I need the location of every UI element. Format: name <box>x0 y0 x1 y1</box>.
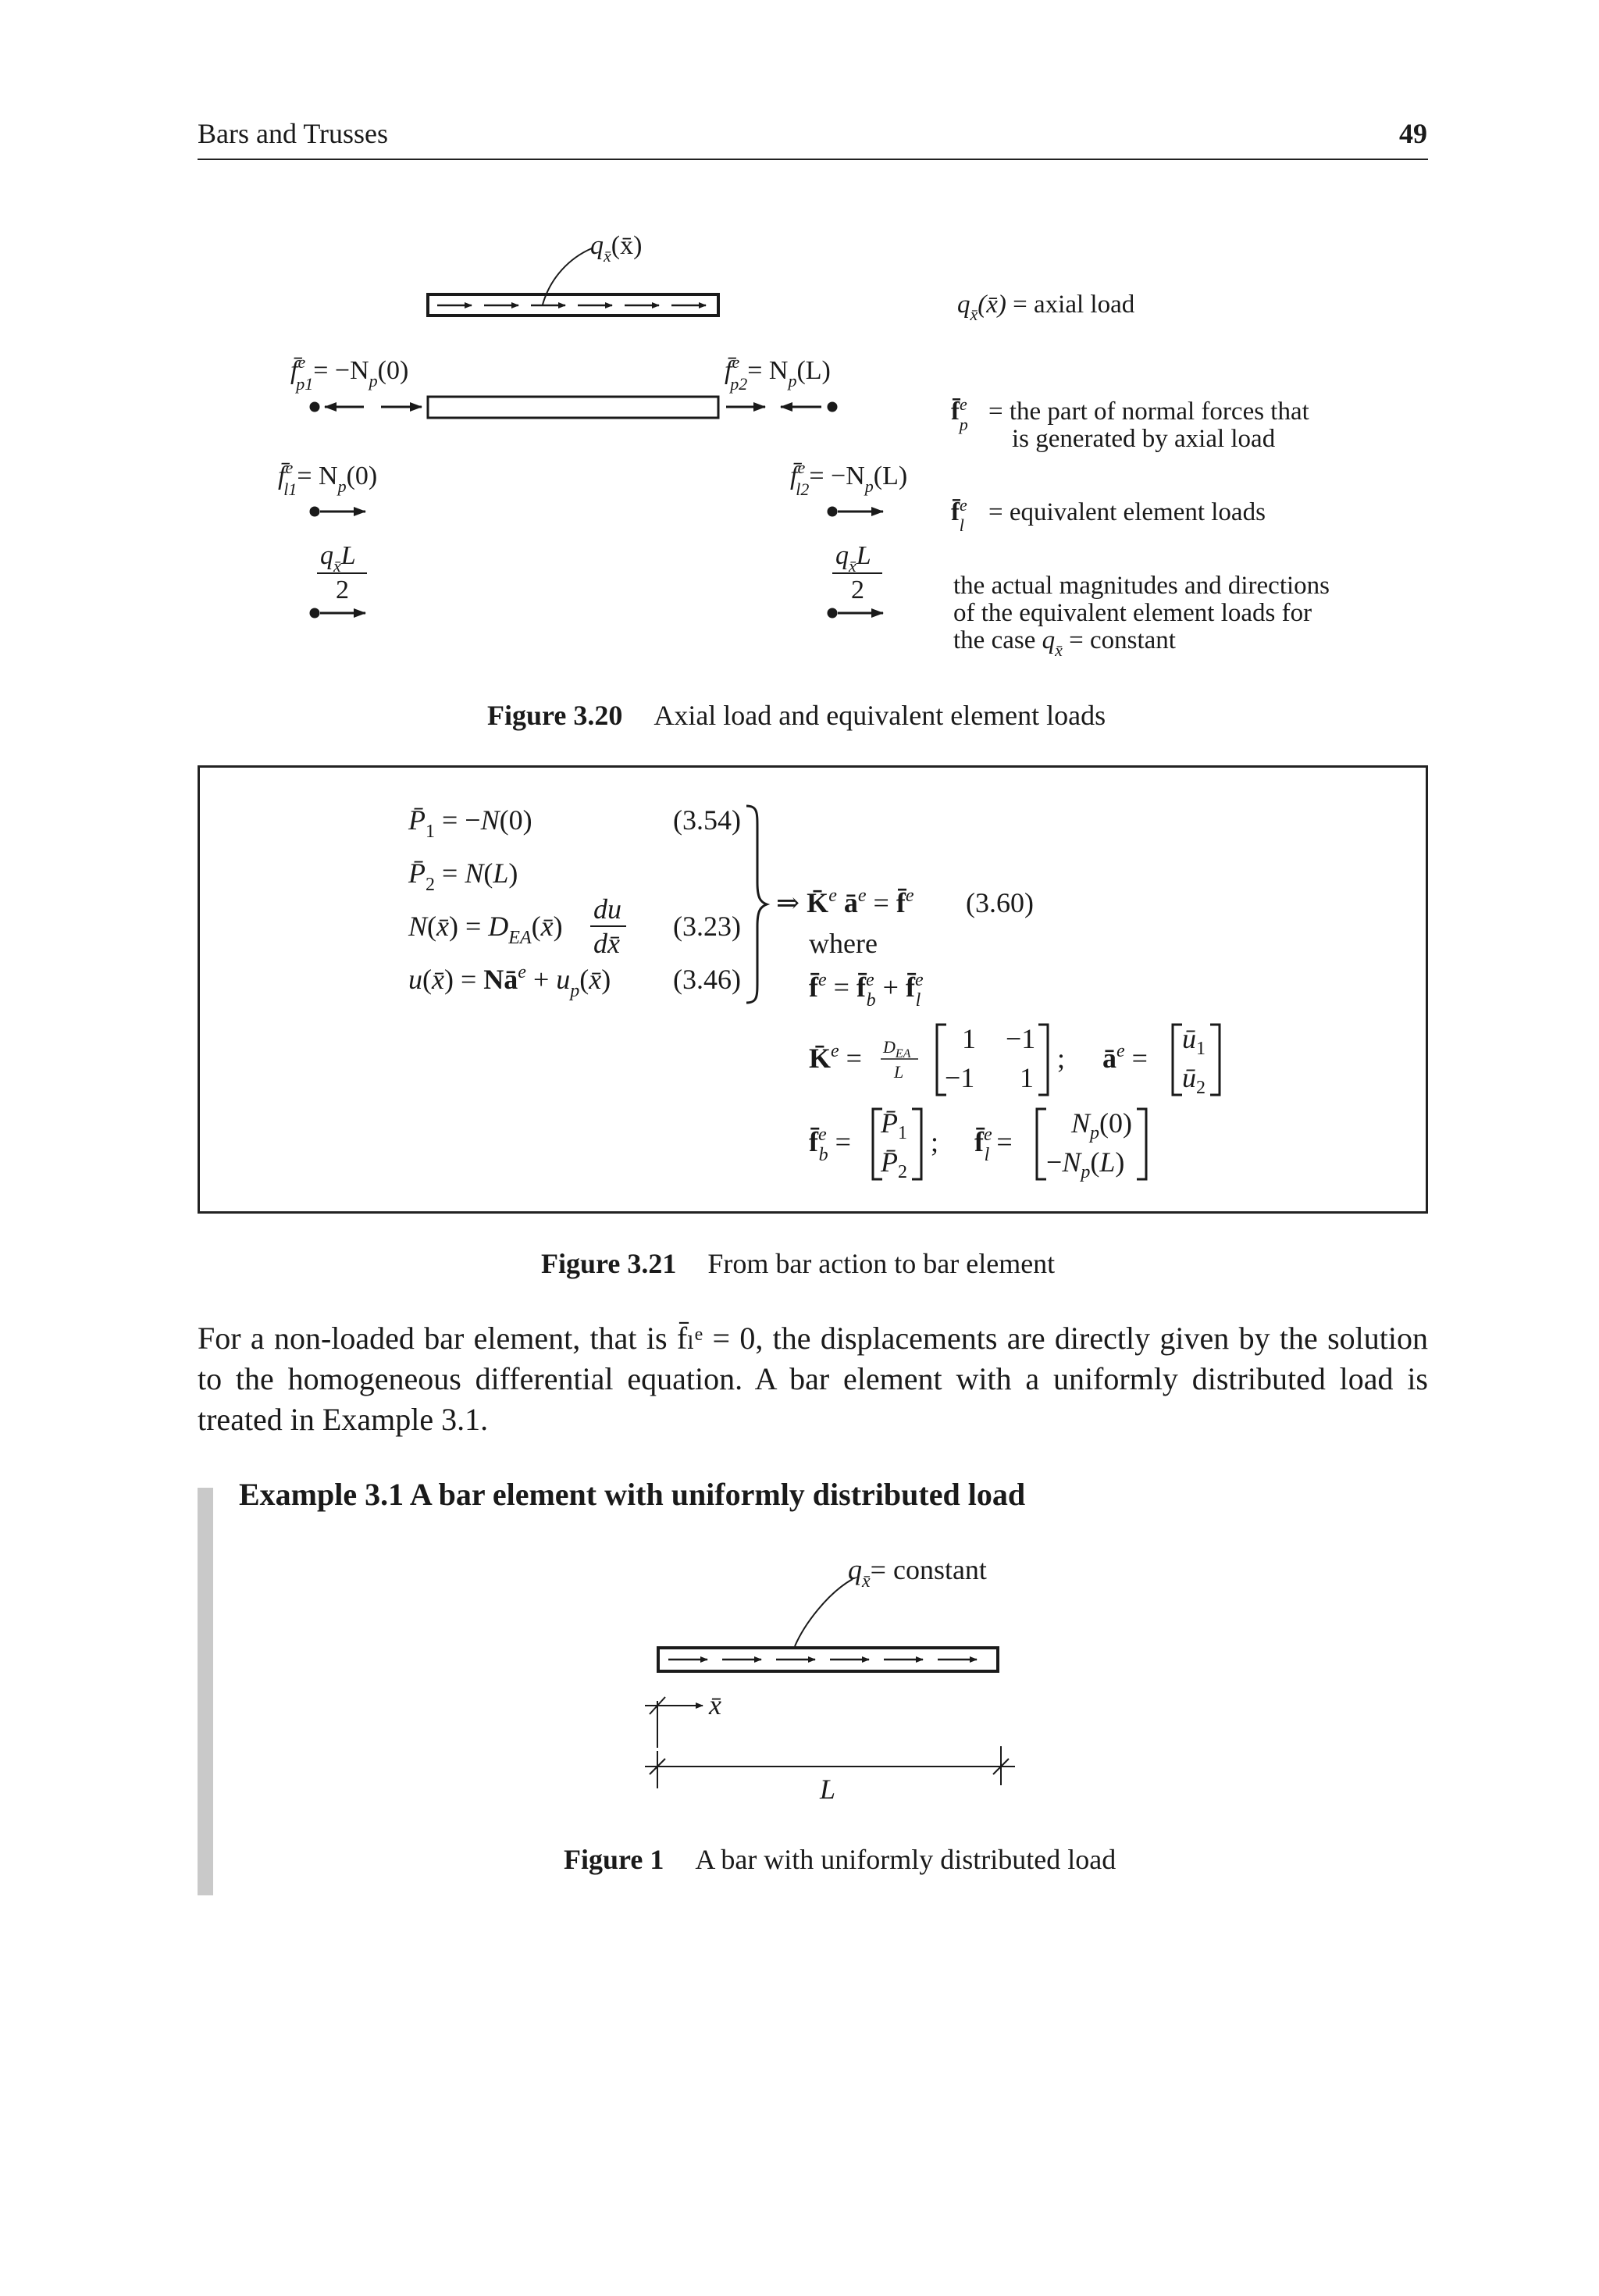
legend-note-line3: the case $q_{x̄}$ = constant <box>953 626 1176 660</box>
body-paragraph: For a non-loaded bar element, that is f̄ₗᵉ = 0, the displacements are directly given by the solution to the homogeneous differential equation. A bar element with a uniformly distributed load is treated in Example 3.1. <box>198 1321 1428 1437</box>
fp1-label: f̄$^e$ $p1= -N_p(0)$ <box>290 352 409 394</box>
eq-346: (3.46) <box>673 964 741 995</box>
example-load-label: $q_{x̄}=$ constant <box>848 1554 987 1592</box>
legend-fp-symbol: f̄$^e$ p <box>951 394 968 434</box>
figure-3-20-caption: Figure 3.20 Axial load and equivalent element loads <box>487 700 1106 731</box>
eq-boundary-force: f̄$^e$ b = <box>809 1125 851 1165</box>
svg-text:−1: −1 <box>945 1062 975 1093</box>
legend-fp-line1: = the part of normal forces that <box>988 398 1309 426</box>
legend-note-line2: of the equivalent element loads for <box>953 599 1312 627</box>
load-label: $q_{x̄}(x̄)$ <box>590 231 643 266</box>
fp2-label: f̄$^e$ $p2= N_p(L)$ <box>725 352 831 394</box>
figure-3-21-equations <box>0 765 1599 1218</box>
eq-load-force: f̄$^e$ l = <box>974 1125 1013 1165</box>
svg-text:;: ; <box>931 1126 939 1157</box>
svg-text:qx̄L: $q_{x̄}L$ <box>320 541 356 576</box>
example-figure-label: Figure 1 <box>564 1844 664 1875</box>
svg-text:L: L <box>894 1062 904 1082</box>
svg-text:Np(0): $N_p(0)$ <box>1071 1107 1132 1143</box>
eq-system: ⇒ K̄$^e$ $ā^e$ = f̄$^e$ <box>776 886 914 918</box>
svg-text:P̄1: $P̄_1$ <box>881 1107 907 1143</box>
eq-360: (3.60) <box>966 887 1034 918</box>
example-figure <box>0 1546 1599 1827</box>
load-leader <box>543 248 592 305</box>
svg-text:ū1: $ū_1$ <box>1182 1023 1205 1059</box>
svg-text:DEA: $D_{EA}$ <box>883 1037 911 1061</box>
eq-displacement-vector: $ā^e$ = <box>1102 1041 1148 1074</box>
bare-bar <box>428 397 718 418</box>
fl1-label: f̄$^e$ $l1= N_p(0)$ <box>278 458 378 499</box>
eq-p1: $P̄_1 = -N(0)$ <box>408 804 532 842</box>
svg-text:1: 1 <box>962 1023 976 1054</box>
legend-axial-load: $q_{x̄}(x̄)$ = axial load <box>957 291 1135 324</box>
example-length-label: L <box>820 1774 836 1805</box>
eq-normal-force: N(x̄) = $D_{EA}(x̄)$ <box>408 911 563 948</box>
svg-text:ū2: $ū_2$ <box>1182 1062 1205 1098</box>
example-x-label: x̄ <box>709 1689 721 1720</box>
half-load-right <box>832 541 882 604</box>
figure-3-21-label: Figure 3.21 <box>541 1248 677 1279</box>
svg-text:du: du <box>593 893 621 925</box>
svg-text:−Np(L): $-N_p(L)$ <box>1046 1146 1125 1182</box>
eq-354: (3.54) <box>673 804 741 836</box>
normal-force-arrows <box>311 403 836 411</box>
eq-p2: $P̄_2 = N(L)$ <box>408 857 518 895</box>
svg-text:2: 2 <box>851 576 864 604</box>
legend-fl-text: = equivalent element loads <box>988 498 1266 526</box>
page-number: 49 <box>1399 118 1427 149</box>
equation-brace <box>746 806 767 1003</box>
svg-text:2: 2 <box>336 576 349 604</box>
svg-text:dx̄: dx̄ <box>593 928 620 959</box>
eq-stiffness: K̄$^e$ = <box>809 1041 862 1074</box>
equivalent-load-arrows <box>311 508 883 515</box>
legend-fp-line2: is generated by axial load <box>1012 425 1276 453</box>
legend-fl-symbol: f̄$^e$ l <box>951 495 967 535</box>
figure-3-20-label: Figure 3.20 <box>487 700 623 731</box>
svg-text:−1: −1 <box>1006 1023 1036 1054</box>
eq-323: (3.23) <box>673 911 741 942</box>
example-figure-caption: Figure 1 A bar with uniformly distributed load <box>564 1844 1116 1875</box>
svg-text:P̄2: $P̄_2$ <box>881 1146 907 1182</box>
where-text: where <box>809 928 878 959</box>
figure-3-21-caption: Figure 3.21 From bar action to bar element <box>541 1248 1056 1279</box>
eq-force-sum: f̄$^e$ = f̄$^e$ b + f̄$^e$ l <box>809 970 924 1011</box>
svg-text:;: ; <box>1057 1043 1066 1074</box>
figure-3-20-diagram <box>0 0 1599 703</box>
legend-note-line1: the actual magnitudes and directions <box>953 572 1330 600</box>
example-title: Example 3.1 A bar element with uniformly distributed load <box>239 1477 1026 1512</box>
half-load-left <box>317 541 367 604</box>
svg-text:qx̄L: $q_{x̄}L$ <box>835 541 871 576</box>
svg-text:1: 1 <box>1020 1062 1034 1093</box>
running-title: Bars and Trusses <box>198 118 389 149</box>
eq-displacement: u(x̄) = $Nā^e$ + $u_p(x̄)$ <box>408 962 611 1001</box>
fl2-label: f̄$^e$ $l2= -N_p(L)$ <box>790 458 908 499</box>
